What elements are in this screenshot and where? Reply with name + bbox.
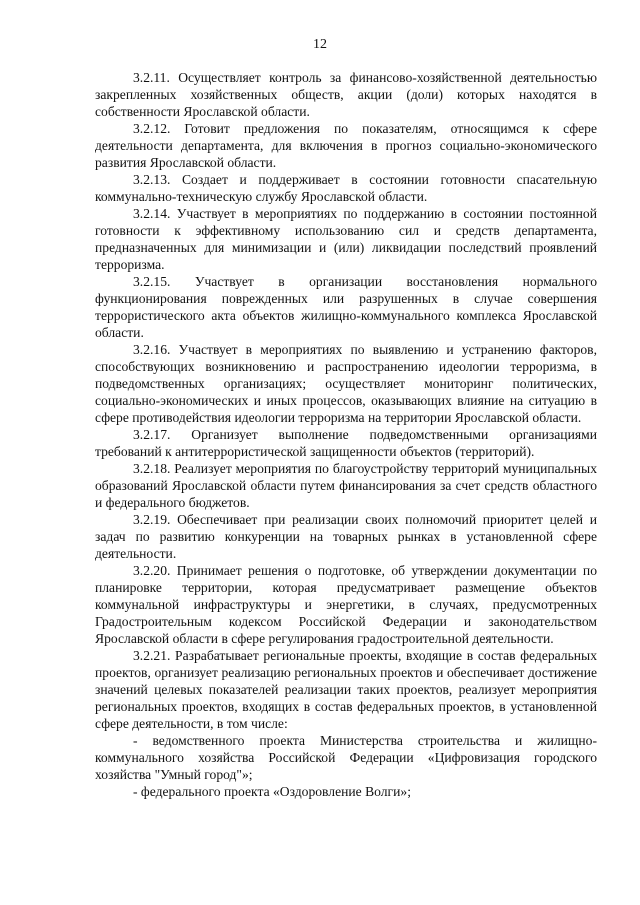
- paragraph-3-2-18: 3.2.18. Реализует мероприятия по благоустройству территорий муниципальных образований Ярославской области путем финансирования за счет средств областного и федерального бюджетов.: [95, 461, 597, 510]
- list-item-project-volga: - федерального проекта «Оздоровление Волги»;: [133, 784, 411, 799]
- paragraph-3-2-19: 3.2.19. Обеспечивает при реализации своих полномочий приоритет целей и задач по развитию конкуренции на товарных рынках в установленной сфере деятельности.: [95, 512, 597, 561]
- paragraph-3-2-11: 3.2.11. Осуществляет контроль за финансово-хозяйственной деятельностью закрепленных хозяйственных обществ, акции (доли) которых находятся в собственности Ярославской области.: [95, 70, 597, 119]
- paragraph-3-2-15: 3.2.15. Участвует в организации восстановления нормального функционирования поврежденных или разрушенных в случае совершения террористического акта объектов жилищно-коммунального комплекса Ярославской области.: [95, 274, 597, 340]
- paragraph-3-2-21: 3.2.21. Разрабатывает региональные проекты, входящие в состав федеральных проектов, организует реализацию региональных проектов и обеспечивает достижение значений целевых показателей реализации таких проектов, реализует мероприятия региональных проектов, входящих в состав федеральных проектов, в установленной сфере деятельности, в том числе:: [95, 648, 597, 731]
- paragraph-3-2-14: 3.2.14. Участвует в мероприятиях по поддержанию в состоянии постоянной готовности к эффективному использованию сил и средств департамента, предназначенных для минимизации и (или) ликвидации последствий проявлений терроризма.: [95, 206, 597, 272]
- paragraph-3-2-20: 3.2.20. Принимает решения о подготовке, об утверждении документации по планировке территории, которая предусматривает размещение объектов коммунальной инфраструктуры и энергетики, в случаях, предусмотренных Градостроительным кодексом Российской Федерации и законодательством Ярославской области в сфере регулирования градостроительной деятельности.: [95, 563, 597, 646]
- paragraph-3-2-13: 3.2.13. Создает и поддерживает в состоянии готовности спасательную коммунально-техническую службу Ярославской области.: [95, 172, 597, 204]
- document-body: [95, 69, 597, 800]
- paragraph-3-2-16: 3.2.16. Участвует в мероприятиях по выявлению и устранению факторов, способствующих возникновению и распространению идеологии терроризма, в подведомственных организациях; осуществляет мониторинг политических, социально-экономических и иных процессов, оказывающих влияние на ситуацию в сфере противодействия идеологии терроризма на территории Ярославской области.: [95, 342, 597, 425]
- paragraph-3-2-12: 3.2.12. Готовит предложения по показателям, относящимся к сфере деятельности департамента, для включения в прогноз социально-экономического развития Ярославской области.: [95, 121, 597, 170]
- paragraph-3-2-17: 3.2.17. Организует выполнение подведомственными организациями требований к антитеррористической защищенности объектов (территорий).: [95, 427, 597, 459]
- page-number: 12: [313, 37, 327, 52]
- list-item-project-smart-city: - ведомственного проекта Министерства строительства и жилищно-коммунального хозяйства Российской Федерации «Цифровизация городского хозяйства "Умный город"»;: [95, 733, 597, 782]
